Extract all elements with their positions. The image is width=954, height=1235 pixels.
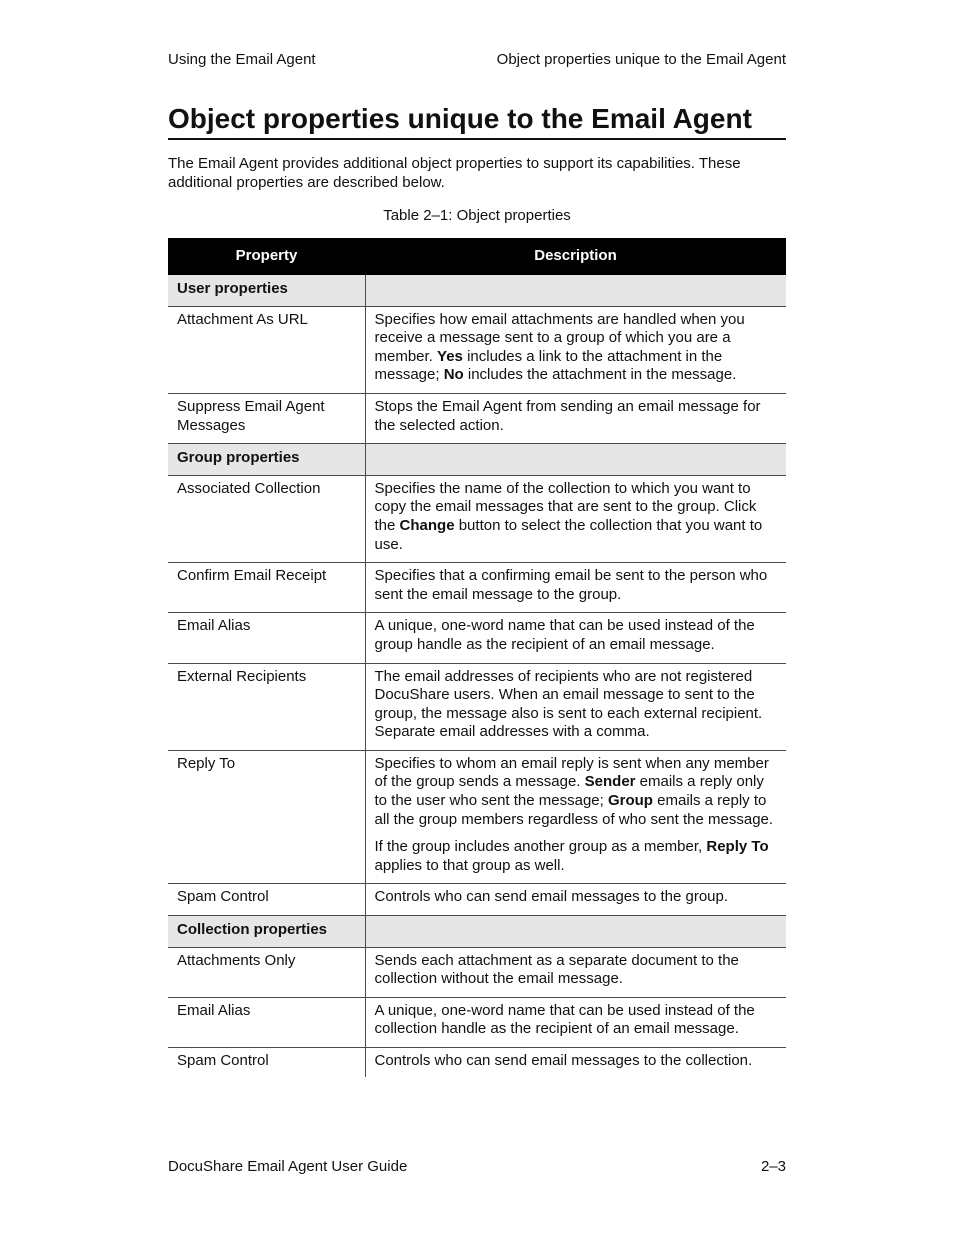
- section-label: Group properties: [168, 444, 365, 476]
- property-name: Attachment As URL: [168, 306, 365, 393]
- section-row: [168, 275, 786, 306]
- description-paragraph: [375, 398, 778, 435]
- table-row: [168, 563, 786, 613]
- section-empty-cell: [365, 444, 786, 476]
- description-paragraph: [375, 838, 778, 875]
- description-paragraph: [375, 668, 778, 742]
- property-name: Spam Control: [168, 1048, 365, 1077]
- text-run: emails a reply only to the user who sent the message;: [374, 773, 764, 810]
- text-run: Stops the Email Agent from sending an email message for the selected action.: [374, 397, 761, 434]
- bold-term: Change: [399, 516, 455, 534]
- property-name: Reply To: [168, 750, 365, 884]
- property-description: [365, 663, 786, 750]
- description-paragraph: [375, 480, 778, 554]
- section-empty-cell: [365, 275, 786, 306]
- page-title: Object properties unique to the Email Agent: [168, 101, 786, 140]
- text-run: A unique, one-word name that can be used instead of the collection handle as the recipient of an email message.: [374, 1001, 755, 1038]
- text-run: Specifies the name of the collection to which you want to copy the email messages that are sent to the group. Click the: [374, 479, 757, 534]
- bold-term: No: [443, 366, 464, 384]
- text-run: A unique, one-word name that can be used instead of the group handle as the recipient of an email message.: [374, 617, 755, 653]
- bold-term: Reply To: [706, 838, 769, 856]
- table-row: [168, 997, 786, 1047]
- property-description: [365, 613, 786, 663]
- text-run: emails a reply to all the group members regardless of who sent the message.: [374, 792, 774, 828]
- property-name: Email Alias: [168, 613, 365, 663]
- section-label: User properties: [168, 275, 365, 306]
- description-paragraph: [375, 755, 778, 829]
- table-row: [168, 613, 786, 663]
- footer-page-number: 2–3: [760, 1158, 786, 1175]
- property-name: Confirm Email Receipt: [168, 563, 365, 613]
- property-name: Spam Control: [168, 884, 365, 916]
- property-description: [365, 750, 786, 884]
- running-header-left: Using the Email Agent: [168, 51, 316, 68]
- description-paragraph: [375, 952, 778, 989]
- property-name: Suppress Email Agent Messages: [168, 393, 365, 443]
- text-run: Controls who can send email messages to the collection.: [374, 1052, 753, 1069]
- property-description: [365, 1048, 786, 1077]
- property-description: [365, 947, 786, 997]
- table-body: [168, 275, 786, 1077]
- table-header-row: [168, 238, 786, 275]
- footer-guide-title: DocuShare Email Agent User Guide: [168, 1158, 408, 1175]
- property-description: [365, 393, 786, 443]
- bold-term: Yes: [437, 347, 463, 365]
- description-paragraph: [375, 311, 778, 385]
- description-paragraph: [375, 567, 778, 604]
- text-run: includes the attachment in the message.: [463, 366, 737, 384]
- property-name: Email Alias: [168, 997, 365, 1047]
- property-description: [365, 563, 786, 613]
- object-properties-table: [168, 238, 786, 1077]
- table-caption: Table 2–1: Object properties: [383, 207, 571, 224]
- bold-term: Sender: [584, 773, 636, 791]
- section-empty-cell: [365, 916, 786, 948]
- property-name: Attachments Only: [168, 947, 365, 997]
- text-run: If the group includes another group as a member,: [374, 838, 707, 856]
- bold-term: Group: [607, 792, 653, 810]
- table-row: [168, 393, 786, 443]
- text-run: Specifies that a confirming email be sent to the person who sent the email message to the group.: [374, 567, 768, 603]
- column-header-property: Property: [168, 238, 365, 275]
- description-paragraph: [375, 1052, 778, 1071]
- property-description: [365, 306, 786, 393]
- table-row: [168, 750, 786, 884]
- property-description: [365, 997, 786, 1047]
- section-row: [168, 444, 786, 476]
- section-row: [168, 916, 786, 948]
- text-run: Controls who can send email messages to the group.: [374, 888, 729, 906]
- table-row: [168, 1048, 786, 1077]
- text-run: Specifies how email attachments are handled when you receive a message sent to a group of which you are a member.: [374, 310, 745, 365]
- description-paragraph: [375, 1002, 778, 1039]
- table-row: [168, 475, 786, 562]
- table-header: [168, 238, 786, 275]
- column-header-description: Description: [365, 238, 786, 275]
- text-run: Sends each attachment as a separate document to the collection without the email message.: [374, 951, 739, 988]
- intro-paragraph: The Email Agent provides additional object properties to support its capabilities. These additional properties are described below.: [168, 155, 741, 191]
- property-description: [365, 884, 786, 916]
- table-row: [168, 884, 786, 916]
- table-row: [168, 306, 786, 393]
- running-header-right: Object properties unique to the Email Agent: [496, 51, 786, 68]
- section-label: Collection properties: [168, 916, 365, 948]
- table-row: [168, 947, 786, 997]
- description-paragraph: [375, 888, 778, 907]
- text-run: Specifies to whom an email reply is sent when any member of the group sends a message.: [374, 754, 769, 791]
- text-run: includes a link to the attachment in the message;: [374, 347, 723, 384]
- text-run: button to select the collection that you want to use.: [374, 516, 763, 553]
- text-run: applies to that group as well.: [374, 856, 565, 874]
- description-paragraph: [375, 617, 778, 654]
- property-description: [365, 475, 786, 562]
- table-row: [168, 663, 786, 750]
- property-name: Associated Collection: [168, 475, 365, 562]
- property-name: External Recipients: [168, 663, 365, 750]
- text-run: The email addresses of recipients who are not registered DocuShare users. When an email message to sent to the group, the message also is sent to each external recipient. Separate email addresses with a comma.: [374, 667, 763, 741]
